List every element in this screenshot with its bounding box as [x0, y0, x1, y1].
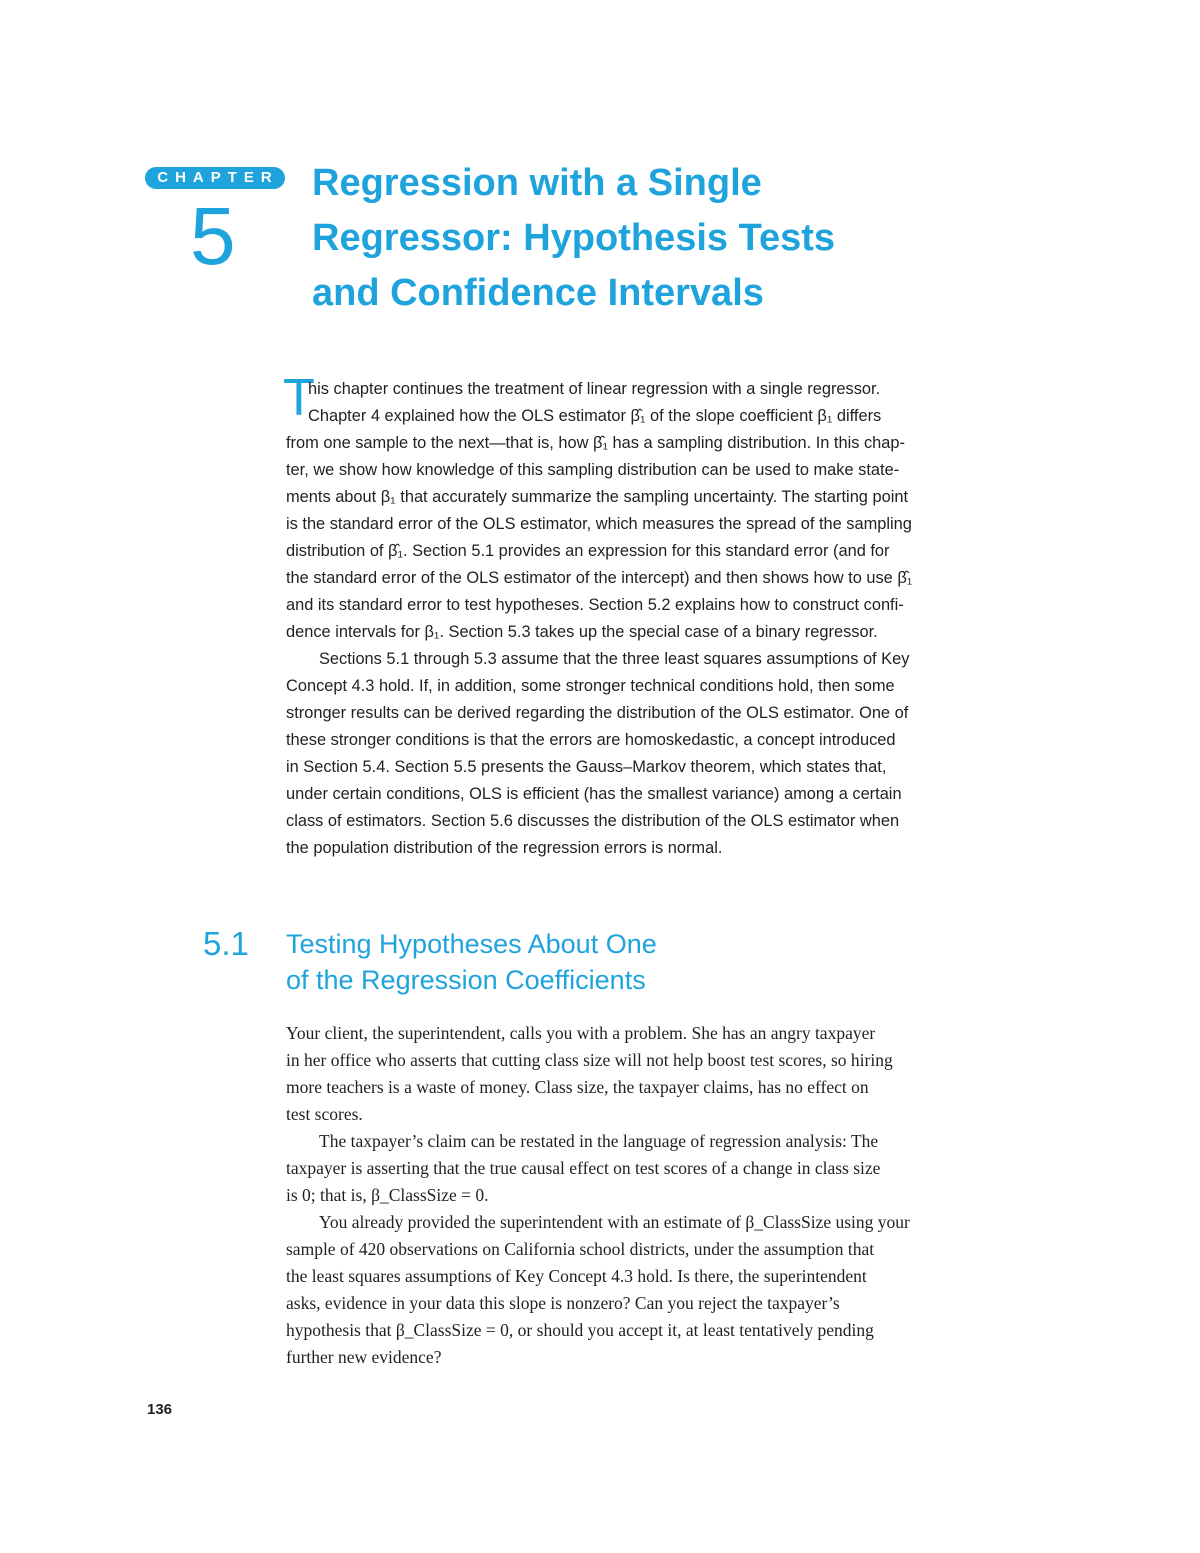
text-line: Chapter 4 explained how the OLS estimator β̂₁ of the slope coefficient β₁ differs	[308, 407, 882, 425]
text-line: under certain conditions, OLS is efficient (has the smallest variance) among a certain	[286, 785, 902, 803]
text-line: ter, we show how knowledge of this sampling distribution can be used to make state-	[286, 461, 900, 479]
chapter-intro	[286, 376, 1006, 862]
chapter-badge: CHAPTER	[145, 167, 285, 189]
section-title-line: of the Regression Coefficients	[286, 965, 646, 995]
text-line: Your client, the superintendent, calls you with a problem. She has an angry taxpayer	[286, 1023, 876, 1043]
section-paragraph-1	[286, 1020, 1006, 1128]
chapter-title-line: Regression with a Single	[312, 162, 762, 204]
section-title	[286, 926, 986, 998]
text-line: these stronger conditions is that the errors are homoskedastic, a concept introduced	[286, 731, 896, 749]
section-paragraph-3	[286, 1209, 1006, 1371]
text-line: distribution of β̂₁. Section 5.1 provides an expression for this standard error (and for	[286, 542, 890, 560]
text-line: ments about β₁ that accurately summarize the sampling uncertainty. The starting point	[286, 488, 909, 506]
chapter-number: 5	[190, 191, 236, 282]
intro-paragraph-2	[286, 646, 1006, 862]
text-line: test scores.	[286, 1104, 363, 1124]
text-line: his chapter continues the treatment of linear regression with a single regressor.	[308, 380, 881, 398]
text-line: the least squares assumptions of Key Concept 4.3 hold. Is there, the superintendent	[286, 1266, 867, 1286]
text-line: the standard error of the OLS estimator of the intercept) and then shows how to use β̂₁	[286, 569, 913, 587]
text-line: in her office who asserts that cutting class size will not help boost test scores, so hiring	[286, 1050, 893, 1070]
text-line: further new evidence?	[286, 1347, 442, 1367]
text-line: Sections 5.1 through 5.3 assume that the three least squares assumptions of Key	[319, 650, 910, 668]
chapter-title-line: and Confidence Intervals	[312, 272, 764, 314]
section-body	[286, 1020, 1006, 1371]
page-number: 136	[147, 1401, 173, 1418]
text-line: taxpayer is asserting that the true causal effect on test scores of a change in class size	[286, 1158, 881, 1178]
section-number: 5.1	[203, 925, 249, 962]
text-line: more teachers is a waste of money. Class size, the taxpayer claims, has no effect on	[286, 1077, 869, 1097]
text-line: in Section 5.4. Section 5.5 presents the Gauss–Markov theorem, which states that,	[286, 758, 887, 776]
text-line: You already provided the superintendent with an estimate of β_ClassSize using your	[319, 1212, 910, 1232]
chapter-title-line: Regressor: Hypothesis Tests	[312, 217, 836, 259]
text-line: class of estimators. Section 5.6 discusses the distribution of the OLS estimator when	[286, 812, 900, 830]
text-line: is 0; that is, β_ClassSize = 0.	[286, 1185, 489, 1205]
text-line: The taxpayer’s claim can be restated in the language of regression analysis: The	[319, 1131, 879, 1151]
text-line: from one sample to the next—that is, how β̂₁ has a sampling distribution. In this chap-	[286, 434, 905, 452]
intro-paragraph-1	[286, 376, 1006, 403]
text-line: is the standard error of the OLS estimator, which measures the spread of the sampling	[286, 515, 912, 533]
text-line: Concept 4.3 hold. If, in addition, some stronger technical conditions hold, then some	[286, 677, 895, 695]
section-paragraph-2	[286, 1128, 1006, 1209]
text-line: and its standard error to test hypotheses. Section 5.2 explains how to construct confi-	[286, 596, 904, 614]
text-line: dence intervals for β₁. Section 5.3 takes up the special case of a binary regressor.	[286, 623, 878, 641]
text-line: sample of 420 observations on California school districts, under the assumption that	[286, 1239, 875, 1259]
intro-paragraph-1-cont	[286, 403, 1006, 646]
text-line: the population distribution of the regression errors is normal.	[286, 839, 723, 857]
text-line: stronger results can be derived regarding the distribution of the OLS estimator. One of	[286, 704, 909, 722]
chapter-title	[312, 156, 1012, 321]
text-line: asks, evidence in your data this slope is nonzero? Can you reject the taxpayer’s	[286, 1293, 840, 1313]
drop-cap: T	[283, 369, 315, 427]
text-line: hypothesis that β_ClassSize = 0, or should you accept it, at least tentatively pending	[286, 1320, 874, 1340]
section-title-line: Testing Hypotheses About One	[286, 929, 657, 959]
